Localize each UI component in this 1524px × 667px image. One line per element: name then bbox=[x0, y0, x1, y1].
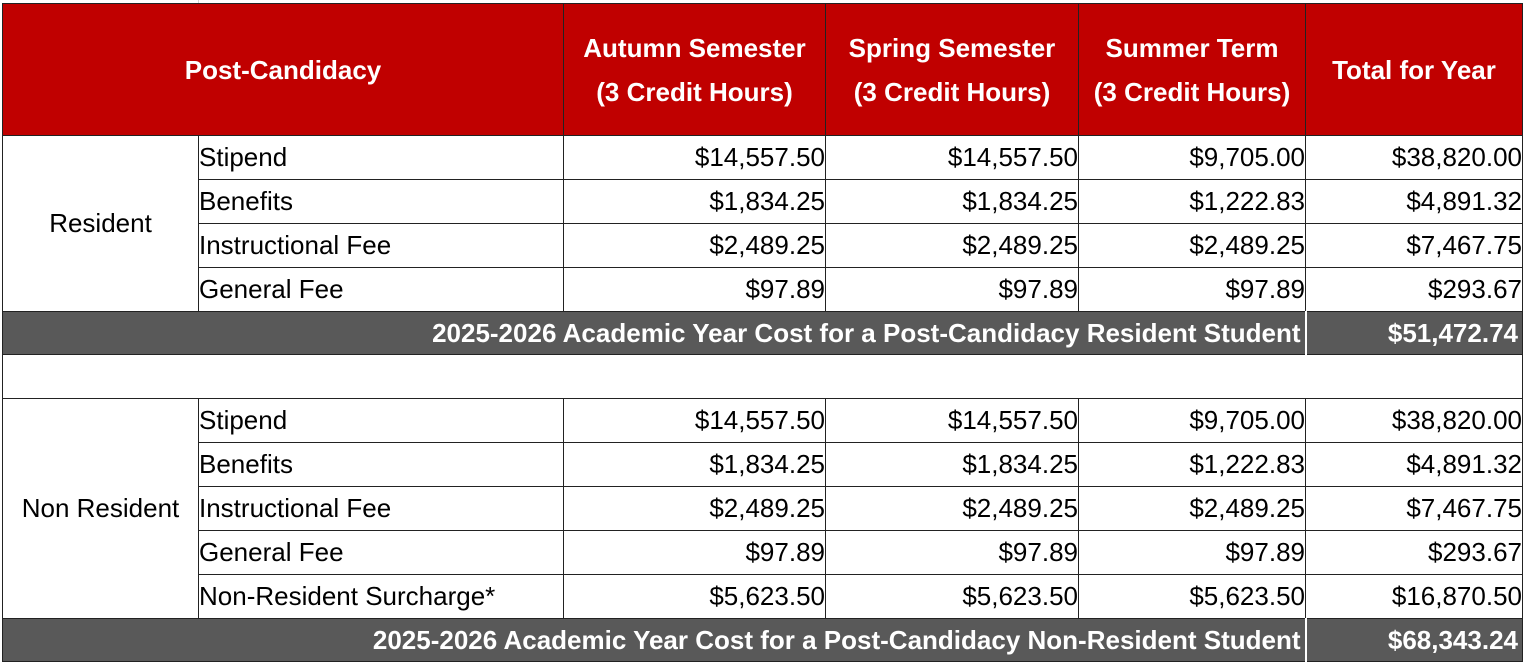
non-resident-spring-value: $5,623.50 bbox=[826, 575, 1079, 619]
non-resident-row-label: Benefits bbox=[199, 443, 564, 487]
resident-spring-value: $97.89 bbox=[826, 268, 1079, 312]
resident-total-value: $293.67 bbox=[1306, 268, 1523, 312]
resident-row-label: Instructional Fee bbox=[199, 224, 564, 268]
resident-row-label: Benefits bbox=[199, 180, 564, 224]
resident-autumn-value: $2,489.25 bbox=[564, 224, 826, 268]
resident-total-value: $51,472.74 bbox=[1306, 312, 1523, 355]
non-resident-total-label: 2025-2026 Academic Year Cost for a Post-Candidacy Non-Resident Student bbox=[3, 619, 1306, 662]
header-autumn-line2: (3 Credit Hours) bbox=[596, 76, 793, 107]
resident-spring-value: $14,557.50 bbox=[826, 136, 1079, 180]
header-summer bbox=[1079, 4, 1306, 136]
resident-autumn-value: $14,557.50 bbox=[564, 136, 826, 180]
spacer-cell bbox=[3, 355, 1523, 399]
non-resident-total-value: $7,467.75 bbox=[1306, 487, 1523, 531]
non-resident-group-label: Non Resident bbox=[3, 399, 199, 619]
resident-total-value: $38,820.00 bbox=[1306, 136, 1523, 180]
non-resident-autumn-value: $1,834.25 bbox=[564, 443, 826, 487]
non-resident-autumn-value: $14,557.50 bbox=[564, 399, 826, 443]
non-resident-total-value: $293.67 bbox=[1306, 531, 1523, 575]
non-resident-summer-value: $9,705.00 bbox=[1079, 399, 1306, 443]
resident-total-value: $4,891.32 bbox=[1306, 180, 1523, 224]
resident-row-label: General Fee bbox=[199, 268, 564, 312]
non-resident-summer-value: $2,489.25 bbox=[1079, 487, 1306, 531]
header-spring bbox=[826, 4, 1079, 136]
resident-row bbox=[3, 224, 1523, 268]
header-autumn-line1: Autumn Semester bbox=[583, 32, 806, 63]
resident-section bbox=[3, 136, 1523, 312]
non-resident-autumn-value: $5,623.50 bbox=[564, 575, 826, 619]
non-resident-row-label: Stipend bbox=[199, 399, 564, 443]
non-resident-row-label: Instructional Fee bbox=[199, 487, 564, 531]
resident-autumn-value: $97.89 bbox=[564, 268, 826, 312]
resident-row-label: Stipend bbox=[199, 136, 564, 180]
non-resident-summer-value: $5,623.50 bbox=[1079, 575, 1306, 619]
resident-summer-value: $97.89 bbox=[1079, 268, 1306, 312]
non-resident-spring-value: $97.89 bbox=[826, 531, 1079, 575]
resident-group-label: Resident bbox=[3, 136, 199, 312]
non-resident-section bbox=[3, 399, 1523, 619]
non-resident-total-value: $4,891.32 bbox=[1306, 443, 1523, 487]
header-row bbox=[3, 4, 1523, 136]
resident-summer-value: $1,222.83 bbox=[1079, 180, 1306, 224]
non-resident-summer-value: $97.89 bbox=[1079, 531, 1306, 575]
resident-autumn-value: $1,834.25 bbox=[564, 180, 826, 224]
resident-summer-value: $2,489.25 bbox=[1079, 224, 1306, 268]
non-resident-row bbox=[3, 575, 1523, 619]
non-resident-total-value: $68,343.24 bbox=[1306, 619, 1523, 662]
resident-row bbox=[3, 180, 1523, 224]
non-resident-spring-value: $1,834.25 bbox=[826, 443, 1079, 487]
spacer-row bbox=[3, 355, 1523, 399]
header-spring-line1: Spring Semester bbox=[848, 32, 1056, 63]
header-spring-line2: (3 Credit Hours) bbox=[853, 76, 1051, 107]
non-resident-autumn-value: $2,489.25 bbox=[564, 487, 826, 531]
non-resident-row bbox=[3, 443, 1523, 487]
resident-total-value: $7,467.75 bbox=[1306, 224, 1523, 268]
non-resident-spring-value: $14,557.50 bbox=[826, 399, 1079, 443]
non-resident-summer-value: $1,222.83 bbox=[1079, 443, 1306, 487]
non-resident-row-label: General Fee bbox=[199, 531, 564, 575]
header-summer-line2: (3 Credit Hours) bbox=[1093, 76, 1291, 107]
header-total: Total for Year bbox=[1306, 4, 1523, 136]
non-resident-spring-value: $2,489.25 bbox=[826, 487, 1079, 531]
non-resident-row bbox=[3, 487, 1523, 531]
non-resident-total-row bbox=[3, 619, 1523, 662]
resident-row bbox=[3, 268, 1523, 312]
resident-total-row bbox=[3, 312, 1523, 355]
non-resident-autumn-value: $97.89 bbox=[564, 531, 826, 575]
non-resident-total-value: $38,820.00 bbox=[1306, 399, 1523, 443]
non-resident-row bbox=[3, 399, 1523, 443]
resident-spring-value: $1,834.25 bbox=[826, 180, 1079, 224]
resident-spring-value: $2,489.25 bbox=[826, 224, 1079, 268]
non-resident-row-label: Non-Resident Surcharge* bbox=[199, 575, 564, 619]
resident-row bbox=[3, 136, 1523, 180]
resident-summer-value: $9,705.00 bbox=[1079, 136, 1306, 180]
header-title: Post-Candidacy bbox=[3, 4, 564, 136]
non-resident-row bbox=[3, 531, 1523, 575]
fee-table bbox=[2, 3, 1523, 662]
header-autumn bbox=[564, 4, 826, 136]
header-summer-line1: Summer Term bbox=[1105, 32, 1279, 63]
resident-total-label: 2025-2026 Academic Year Cost for a Post-Candidacy Resident Student bbox=[3, 312, 1306, 355]
non-resident-total-value: $16,870.50 bbox=[1306, 575, 1523, 619]
